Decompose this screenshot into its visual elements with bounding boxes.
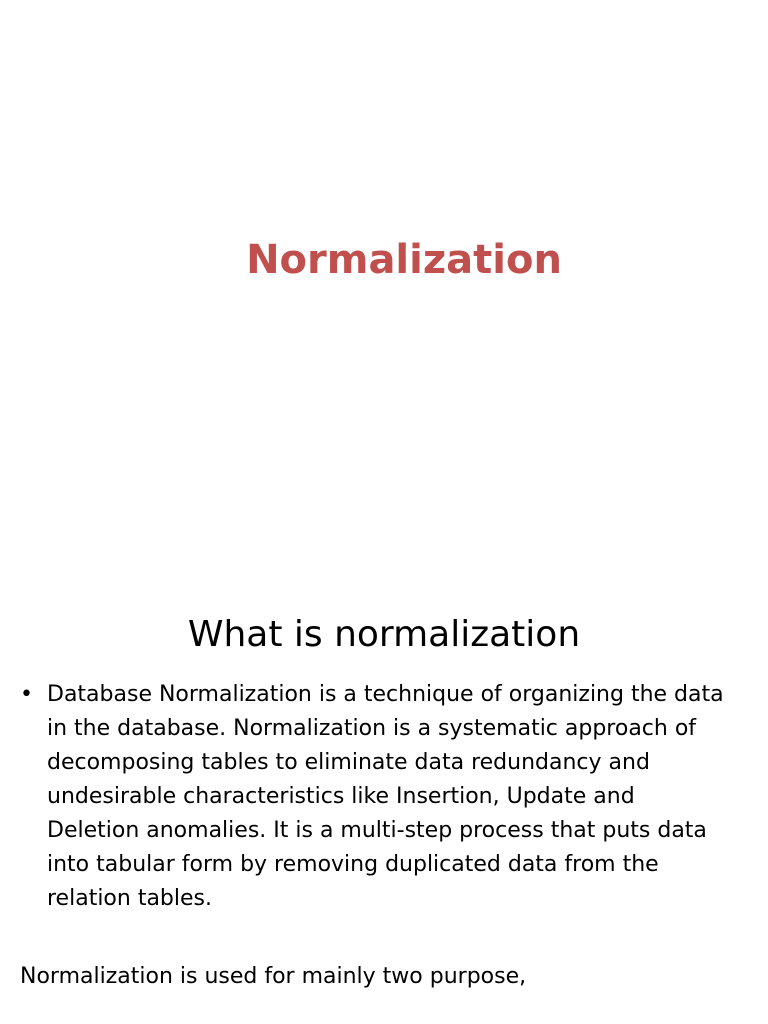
- bullet-text-line: Database Normalization is a technique of organizing the data: [47, 682, 724, 707]
- bullet-text-line: relation tables.: [47, 886, 212, 911]
- bullet-list: [20, 678, 756, 916]
- bullet-text-line: into tabular form by removing duplicated data from the: [47, 852, 659, 877]
- bullet-text-line: Deletion anomalies. It is a multi-step process that puts data: [47, 818, 707, 843]
- slide-title: Normalization: [246, 237, 562, 283]
- bullet-text-line: decomposing tables to eliminate data redundancy and: [47, 750, 650, 775]
- body-paragraph: Normalization is used for mainly two purpose,: [20, 964, 527, 989]
- bullet-text-line: in the database. Normalization is a systematic approach of: [47, 716, 697, 741]
- slide-heading: What is normalization: [187, 614, 581, 655]
- bullet-item: [20, 678, 756, 916]
- bullet-text-line: undesirable characteristics like Insertion, Update and: [47, 784, 635, 809]
- content-slide: [0, 576, 768, 1024]
- bullet-marker: •: [20, 682, 33, 707]
